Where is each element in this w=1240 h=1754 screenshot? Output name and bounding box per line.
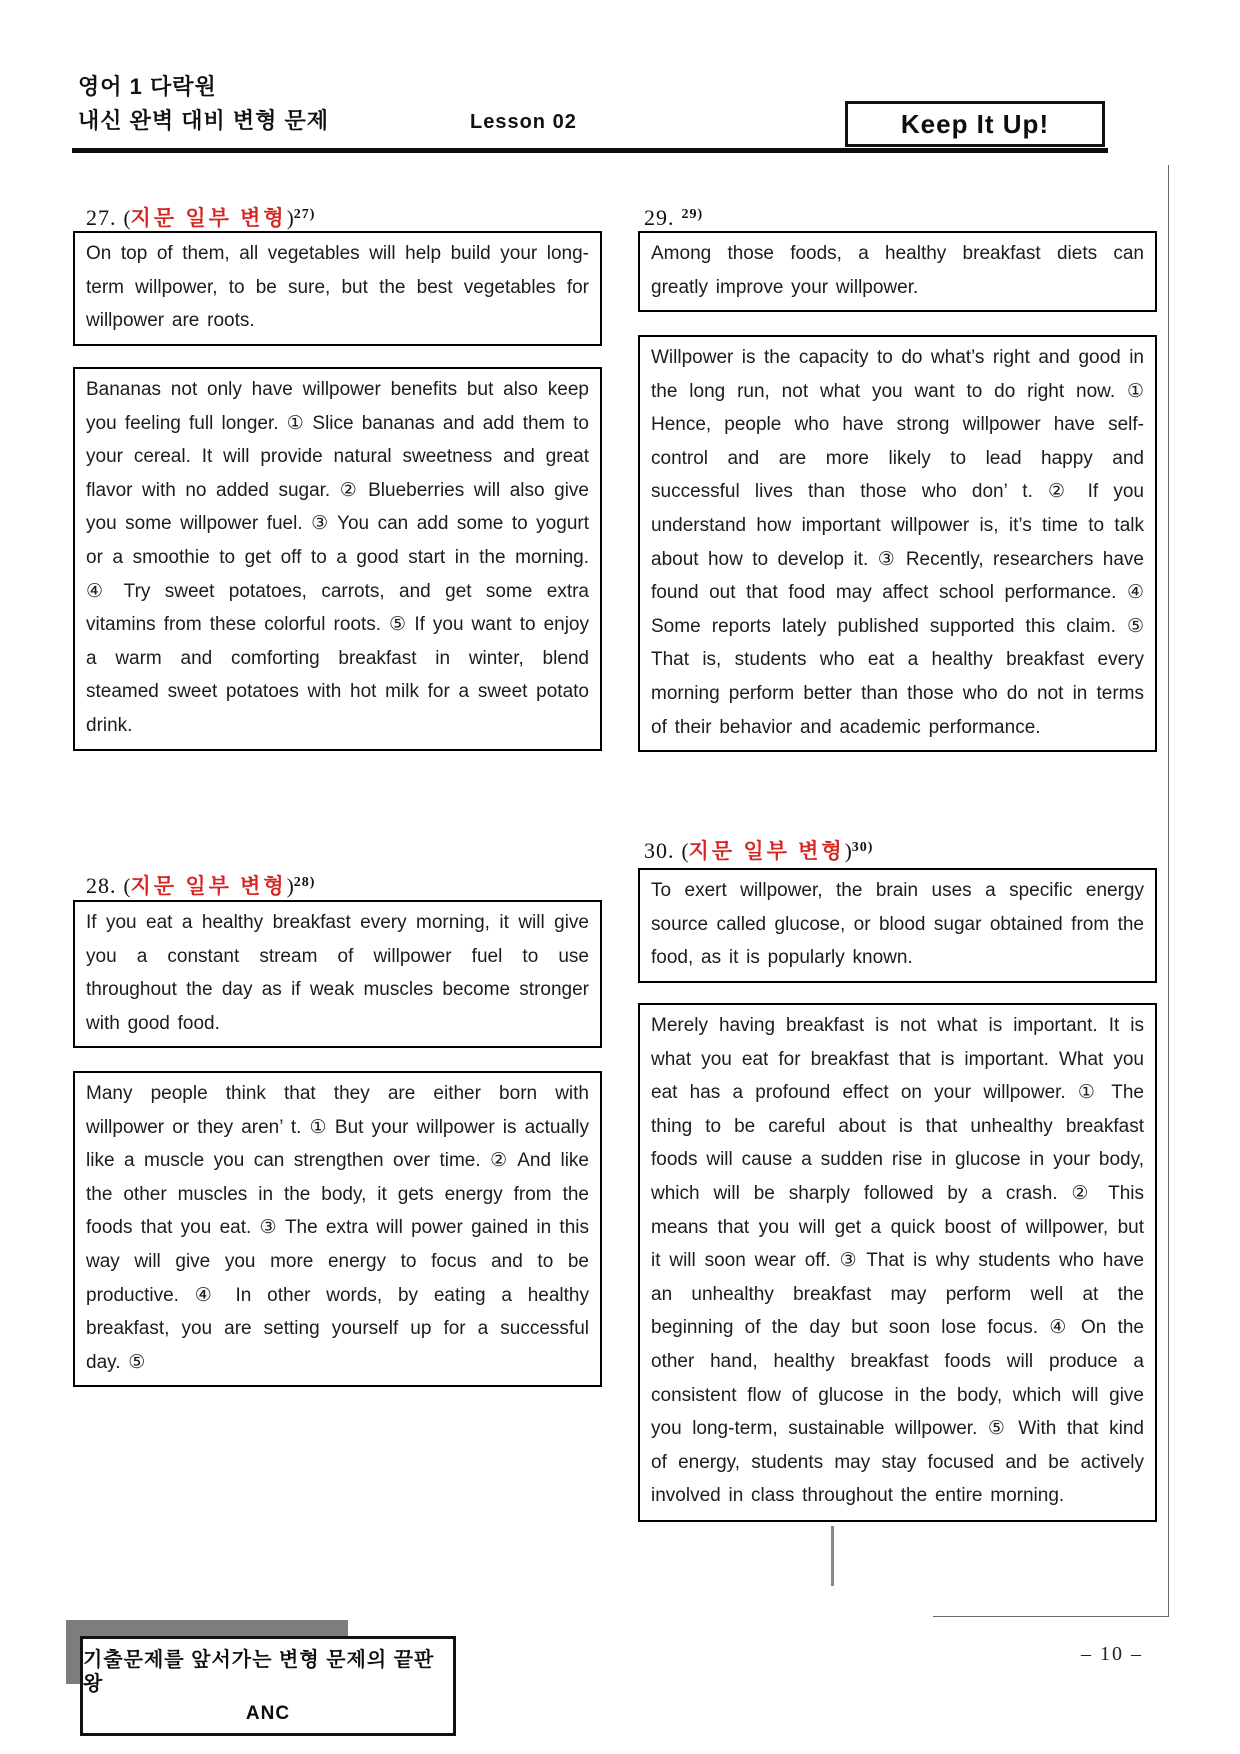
page-number: – 10 – [1081,1643,1143,1665]
header-rule [72,148,1108,153]
keep-it-up-badge-text: Keep It Up! [900,109,1050,139]
question-30-passage-2: Merely having breakfast is not what is important. It is what you eat for breakfast that is important. What you eat has a profound effect on your willpower. ① The thing to be careful about is that unhealthy breakfast foods will cause a sudden rise in glucose in your body, which will be sharply followed by a crash. ② This means that you will get a quick boost of willpower, but it will soon wear off. ③ That is why students who have an unhealthy breakfast may perform well at the beginning of the day but soon lose focus. ④ On the other hand, healthy breakfast foods will produce a consistent flow of glucose in the body, which will give you long-term, sustainable willpower. ⑤ With that kind of energy, students may stay focused and be actively involved in class throughout the entire morning. [651,1015,1144,1507]
question-27-passage-box-2 [73,367,602,751]
worksheet-subtitle: 내신 완벽 대비 변형 문제 [78,108,329,133]
question-27-number: 27. [86,205,117,230]
question-30-tag: 지문 일부 변형 [688,839,845,863]
lesson-label: Lesson 02 [470,111,577,133]
question-30-number: 30. [644,838,675,863]
page-border-horizontal-line [933,1616,1169,1617]
question-29-passage-2: Willpower is the capacity to do what’s right and good in the long run, not what you want to do right now. ① Hence, people who have strong willpower have self-control and are more likely to lead happy and successful lives than those who don’ t. ② If you understand how important willpower is, it’s time to talk about how to develop it. ③ Recently, researchers have found out that food may affect school performance. ④ Some reports lately published supported this claim. ⑤ That is, students who eat a healthy breakfast every morning perform better than those who do not in terms of their behavior and academic performance. [651,347,1144,738]
column-separator-mark [831,1526,834,1586]
footer-slogan-box [80,1636,456,1736]
question-27-ref: 27) [293,207,316,222]
question-27-header [86,203,315,230]
question-27-tag-open: ( [123,206,131,230]
question-27-passage-box-1 [73,231,602,346]
question-28-passage-box-1 [73,900,602,1048]
question-28-passage-box-2 [73,1071,602,1387]
question-29-passage-1: Among those foods, a healthy breakfast diets can greatly improve your willpower. [651,243,1144,298]
question-30-passage-box-2 [638,1003,1157,1522]
question-27-tag: 지문 일부 변형 [130,206,287,230]
question-28-passage-1: If you eat a healthy breakfast every morning, it will give you a constant stream of willpower fuel to use throughout the day as if weak muscles become stronger with good food. [86,912,589,1034]
question-30-header [644,836,873,863]
question-28-number: 28. [86,873,117,898]
question-27-passage-2: Bananas not only have willpower benefits but also keep you feeling full longer. ① Slice bananas and add them to your cereal. It will provide natural sweetness and great flavor with no added sugar. ② Blueberries will also give you some willpower fuel. ③ You can add some to yogurt or a smoothie to get off to a good start in the morning. ④ Try sweet potatoes, carrots, and get some extra vitamins from these colorful roots. ⑤ If you want to enjoy a warm and comforting breakfast in winter, blend steamed sweet potatoes with hot milk for a sweet potato drink. [86,379,589,736]
question-28-header [86,871,315,898]
question-29-header [644,203,703,230]
question-29-number: 29. [644,205,675,230]
question-30-passage-1: To exert willpower, the brain uses a specific energy source called glucose, or blood sugar obtained from the food, as it is popularly known. [651,880,1144,969]
keep-it-up-badge [845,101,1105,147]
question-27-tag-close: ) [286,206,294,230]
question-29-passage-box-2 [638,335,1157,752]
question-30-tag-open: ( [681,839,689,863]
question-28-tag-close: ) [286,874,294,898]
question-29-passage-box-1 [638,231,1157,312]
question-27-passage-1: On top of them, all vegetables will help build your long-term willpower, to be sure, but the best vegetables for willpower are roots. [86,243,589,332]
question-28-tag-open: ( [123,874,131,898]
question-30-passage-box-1 [638,868,1157,983]
page-border-vertical-line [1168,165,1169,1617]
footer-slogan: 기출문제를 앞서가는 변형 문제의 끝판왕 [83,1648,435,1695]
question-28-ref: 28) [293,875,316,890]
question-28-passage-2: Many people think that they are either born with willpower or they aren’ t. ① But your willpower is actually like a muscle you can strengthen over time. ② And like the other muscles in the body, it gets energy from the foods that you eat. ③ The extra will power gained in this way will give you more energy to focus and to be productive. ④ In other words, by eating a healthy breakfast, you are setting yourself up for a successful day. ⑤ [86,1083,589,1373]
question-30-ref: 30) [851,840,874,855]
footer-brand: ANC [245,1702,291,1724]
course-title: 영어 1 다락원 [78,74,217,99]
question-28-tag: 지문 일부 변형 [130,874,287,898]
question-30-tag-close: ) [844,839,852,863]
question-29-ref: 29) [681,207,704,222]
